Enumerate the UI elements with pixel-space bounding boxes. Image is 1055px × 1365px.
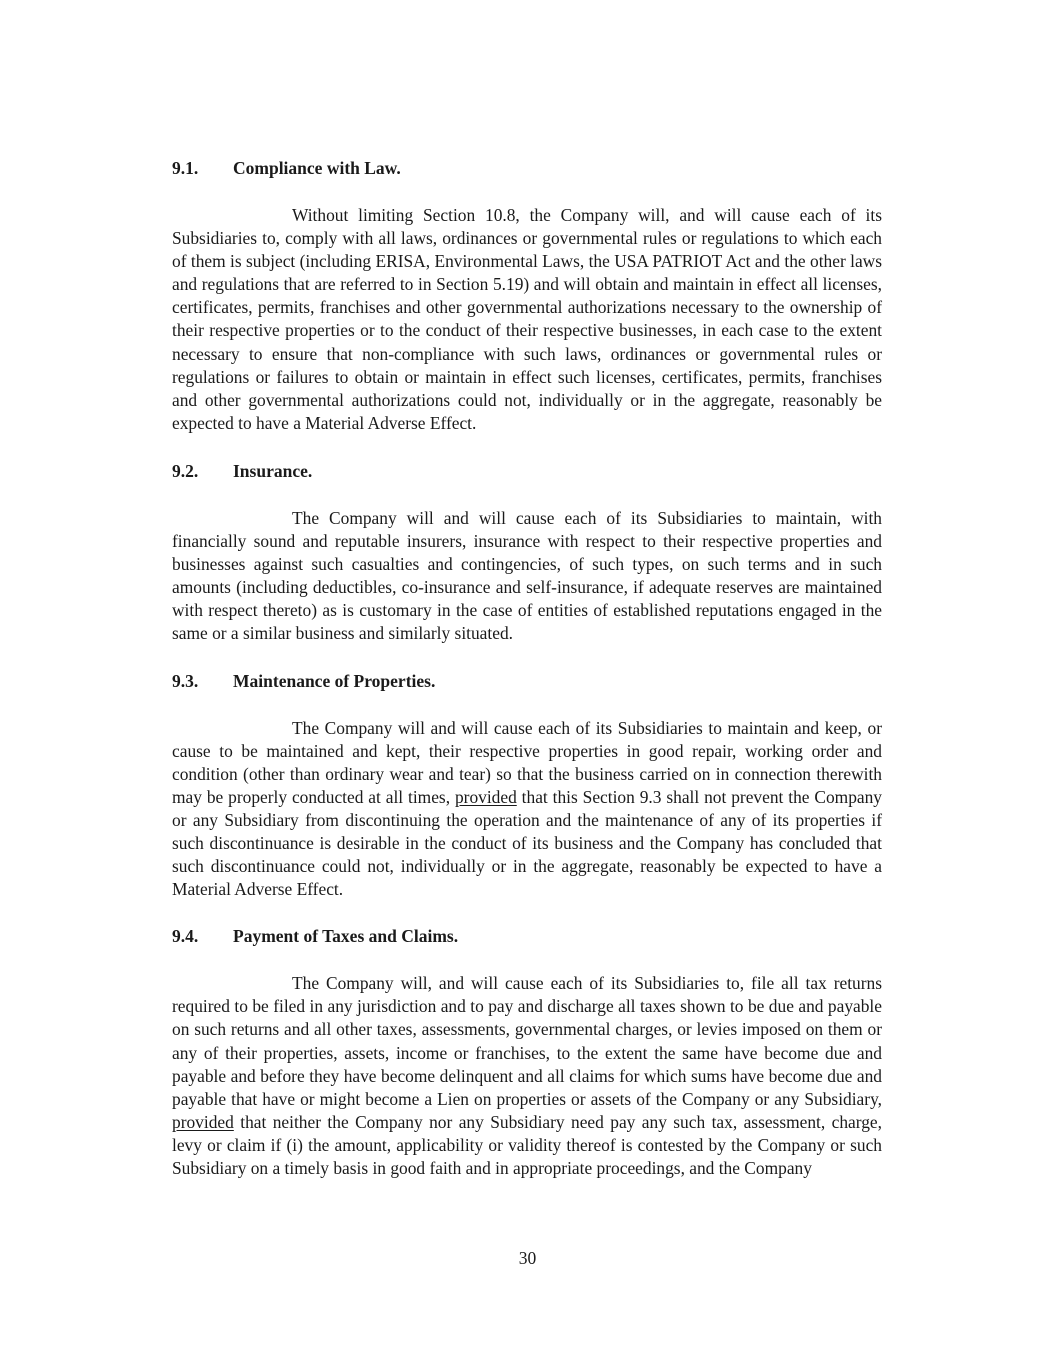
- section-heading: [172, 670, 882, 693]
- section-heading: [172, 157, 882, 180]
- section-number: 9.2.: [172, 460, 199, 481]
- section-number: 9.4.: [172, 926, 199, 947]
- section-body: [172, 717, 882, 902]
- section-number: 9.1.: [172, 158, 199, 178]
- section-9-1: [172, 157, 882, 435]
- section-number: 9.3.: [172, 670, 199, 691]
- section-9-2: [172, 460, 882, 646]
- section-9-4: [172, 925, 882, 1180]
- section-heading: [172, 460, 882, 483]
- section-9-3: [172, 670, 882, 902]
- body-text: The Company will and will cause each of its Subsidiaries to maintain and keep, or cause to be maintained and kept, their respective properties in good repair, working order and condition (other than ordinary wear and tear) so that the business carried on in connection therewith may be properly conducted at all times,: [172, 717, 882, 807]
- section-body: [172, 972, 882, 1180]
- section-title: Payment of Taxes and Claims.: [233, 926, 459, 947]
- section-body: Without limiting Section 10.8, the Company will, and will cause each of its Subsidiaries to, comply with all laws, ordinances or governmental rules or regulations to which each of them is subject (including ERISA, Environmental Laws, the USA PATRIOT Act and the other laws and regulations that are referred to in Section 5.19) and will obtain and maintain in effect all licenses, certificates, permits, franchises and other governmental authorizations necessary to the ownership of their respective properties or to the conduct of their respective businesses, in each case to the extent necessary to ensure that non-compliance with such laws, ordinances or governmental rules or regulations or failures to obtain or maintain in effect such licenses, certificates, permits, franchises and other governmental authorizations could not, individually or in the aggregate, reasonably be expected to have a Material Adverse Effect.: [172, 205, 882, 433]
- body-text: that neither the Company nor any Subsidiary need pay any such tax, assessment, charge, levy or claim if (i) the amount, applicability or validity thereof is contested by the Company or such Subsidiary on a timely basis in good faith and in appropriate proceedings, and the Company: [172, 1111, 882, 1178]
- section-title: Compliance with Law.: [233, 158, 401, 178]
- section-body: The Company will and will cause each of its Subsidiaries to maintain, with financially sound and reputable insurers, insurance with respect to their respective properties and businesses against such casualties and contingencies, of such types, on such terms and in such amounts (including deductibles, co-insurance and self-insurance, if adequate reserves are maintained with respect thereto) as is customary in the case of entities of established reputations engaged in the same or a similar business and similarly situated.: [172, 507, 882, 644]
- body-text: The Company will, and will cause each of its Subsidiaries to, file all tax returns required to be filed in any jurisdiction and to pay and discharge all taxes shown to be due and payable on such returns and all other taxes, assessments, governmental charges, or levies imposed on them or any of their properties, assets, income or franchises, to the extent the same have become due and payable and before they have become delinquent and all claims for which sums have become due and payable that have or might become a Lien on properties or assets of the Company or any Subsidiary,: [172, 973, 882, 1109]
- underlined-term: provided: [172, 1111, 234, 1132]
- page-content: [172, 157, 882, 1180]
- section-title: Insurance.: [233, 460, 313, 481]
- section-title: Maintenance of Properties.: [233, 670, 436, 691]
- body-text: that this Section 9.3 shall not prevent the Company or any Subsidiary from discontinuing the operation and the maintenance of any of its properties if such discontinuance is desirable in the conduct of its business and the Company has concluded that such discontinuance could not, individually or in the aggregate, reasonably be expected to have a Material Adverse Effect.: [172, 786, 883, 900]
- section-heading: [172, 925, 882, 948]
- underlined-term: provided: [454, 786, 517, 807]
- page-number: 30: [518, 1248, 537, 1268]
